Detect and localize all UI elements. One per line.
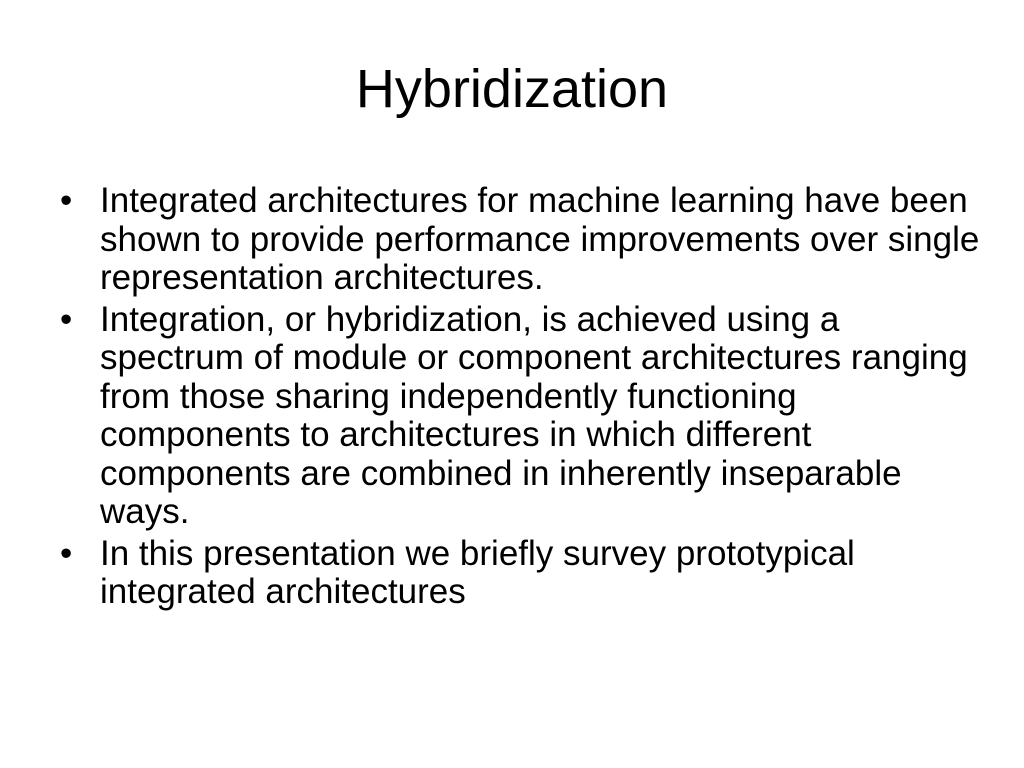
bullet-icon: •: [60, 533, 73, 573]
bullet-item: [60, 182, 990, 298]
bullet-text: Integration, or hybridization, is achieved using a spectrum of module or component architectures ranging from those sharing independently functioning components to architectures in which different components are combined in inherently inseparable ways.: [100, 299, 968, 531]
bullet-icon: •: [60, 181, 73, 220]
bullet-text: Integrated architectures for machine learning have been shown to provide performance improvements over single representation architectures.: [100, 181, 980, 297]
bullet-text: In this presentation we briefly survey prototypical integrated architectures: [100, 533, 855, 611]
bullet-item: [60, 535, 990, 612]
slide-title: Hybridization: [355, 59, 669, 119]
bullet-item: [60, 301, 990, 532]
bullet-icon: •: [60, 299, 73, 339]
bullet-list: [60, 182, 990, 615]
